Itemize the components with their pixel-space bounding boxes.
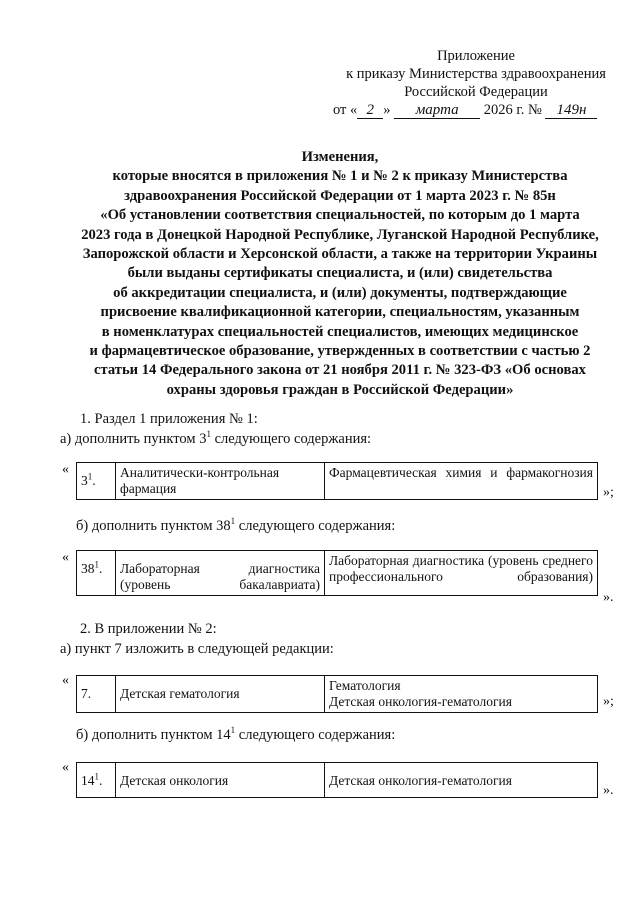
title-line: которые вносятся в приложения № 1 и № 2 к приказу Министерства [112,168,568,185]
title-line: Изменения, [301,149,379,165]
title-line: присвоение квалификационной категории, специальностям, указанным [100,304,580,321]
section2-heading: 2. В приложении № 2: [80,621,217,637]
row-number: $38^1$. [77,551,116,596]
open-quote: « [62,462,69,477]
table-row-7 [76,675,598,713]
close-quote: ». [603,783,614,798]
specialty-name: Лабораторная диагностика (уровень бакалавриата) [116,551,325,596]
close-quote: ». [603,590,614,605]
title-line: здравоохранения Российской Федерации от 1 марта 2023 г. № 85н [124,187,556,204]
date-mid: » [383,102,391,118]
close-quote: »; [603,694,614,709]
title-line: «Об установлении соответствия специальностей, по которым до 1 марта [100,207,580,224]
close-quote: »; [603,485,614,500]
table-row-14-1 [76,762,598,798]
section1-heading: 1. Раздел 1 приложения № 1: [80,411,258,427]
title-line: об аккредитации специалиста, и (или) документы, подтверждающие [113,284,567,301]
specialty-correspondence: Детская онкология-гематология [325,763,598,798]
table-row-38-1 [76,550,598,596]
open-quote: « [62,550,69,565]
header-appendix [330,47,622,101]
section1-item-b: б) дополнить пунктом $38^1$ следующего содержания: [76,516,396,534]
specialty-correspondence: Фармацевтическая химия и фармакогнозия [325,463,598,500]
title-line: и фармацевтическое образование, утвержденных в соответствии с частью 2 [89,343,591,360]
table-row-3-1 [76,462,598,500]
title-line: были выданы сертификаты специалиста, и (или) свидетельства [127,265,553,282]
section2-item-b: б) дополнить пунктом $14^1$ следующего содержания: [76,725,396,743]
specialty-name: Детская онкология [116,763,325,798]
title-line: Запорожской области и Херсонской области, а также на территории Украины [82,246,598,263]
title-line: в номенклатурах специальностей специалистов, имеющих медицинское [101,323,579,340]
title-line: статьи 14 Федерального закона от 21 ноября 2011 г. № 323-ФЗ «Об основах [94,362,586,379]
date-year: 2026 г. № [483,102,542,118]
date-month: марта [394,101,480,119]
section1-item-a: а) дополнить пунктом $3^1$ следующего содержания: [60,429,372,447]
order-number: 149н [545,101,597,119]
title-line: охраны здоровья граждан в Российской Федерации» [166,381,514,398]
header-line-2: к приказу Министерства здравоохранения [346,66,606,82]
header-date-line [333,101,597,119]
title-line: 2023 года в Донецкой Народной Республике, Луганской Народной Республике, [81,226,599,243]
specialty-name: Аналитически-контрольная фармация [116,463,325,500]
date-prefix: от « [333,102,358,118]
row-number: 7. [77,676,116,713]
document-title [60,148,620,400]
date-day: 2 [357,101,383,119]
specialty-correspondence: Гематология Детская онкология-гематология [325,676,598,713]
header-line-1: Приложение [437,48,515,64]
open-quote: « [62,673,69,688]
row-number: $14^1$. [77,763,116,798]
row-number: $3^1$. [77,463,116,500]
open-quote: « [62,760,69,775]
specialty-correspondence: Лабораторная диагностика (уровень среднего профессионального образования) [325,551,598,596]
specialty-name: Детская гематология [116,676,325,713]
header-line-3: Российской Федерации [404,84,548,100]
section2-item-a: а) пункт 7 изложить в следующей редакции: [60,641,334,657]
